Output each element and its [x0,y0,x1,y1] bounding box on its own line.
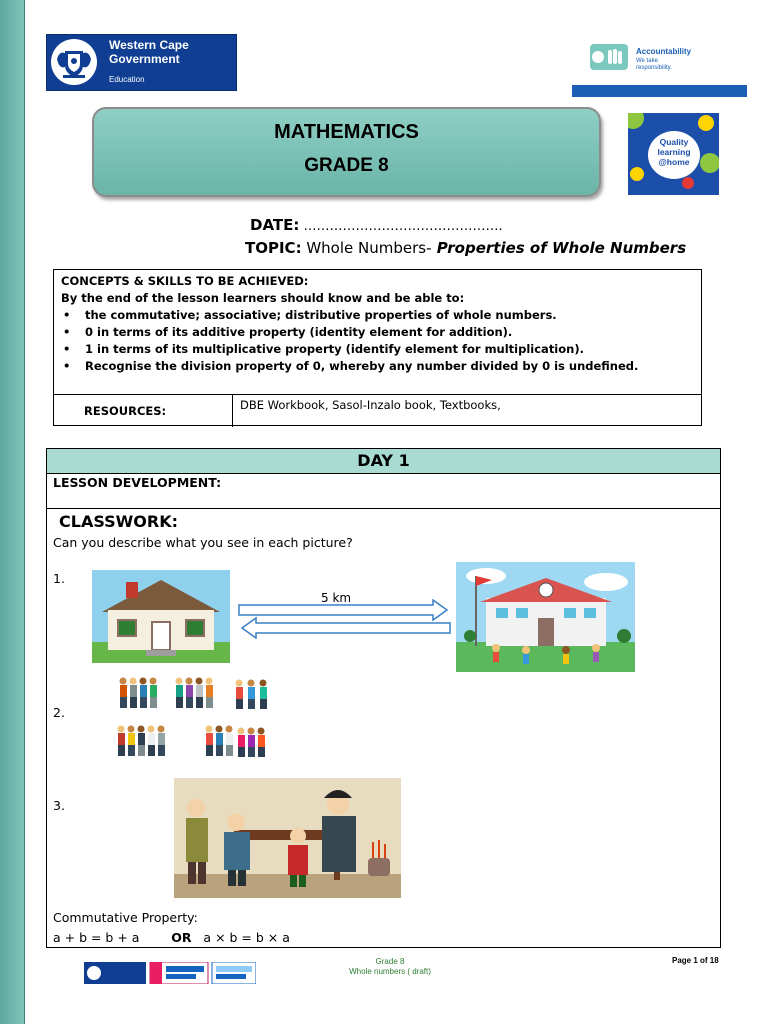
list-item: • 0 in terms of its additive property (identity element for addition). [85,324,638,341]
wcg-logo-title: Western Cape Government [109,38,189,66]
document-title-box [92,107,601,197]
badge-dot [700,153,719,173]
table-divider [232,395,233,427]
topic-label: TOPIC: [245,239,302,257]
accountability-hand-icon [590,44,628,70]
list-item: • 1 in terms of its multiplicative property (identify element for multiplication). [85,341,638,358]
distance-label: 5 km [321,591,352,605]
topic-line [245,239,686,257]
family-picture [174,778,401,898]
day-heading: DAY 1 [47,449,720,474]
date-line [250,216,503,234]
date-blank: ………………………………………. [299,219,503,234]
left-sidebar-strip [0,0,25,1024]
western-cape-crest-icon [51,39,97,85]
concepts-list [61,307,638,375]
school-picture [456,562,635,672]
lesson-development-label: LESSON DEVELOPMENT: [53,475,222,490]
property-title: Commutative Property: [53,910,198,925]
resources-row [54,394,701,427]
accountability-title: Accountability [636,47,692,56]
list-item: • Recognise the division property of 0, whereby any number divided by 0 is undefined. [85,358,638,375]
western-cape-government-logo [46,34,237,91]
classwork-question: Can you describe what you see in each picture? [53,535,353,550]
equation-or: OR [171,930,192,945]
footer-grade: Grade 8 [375,957,405,966]
footer-center-text [325,957,455,977]
subject-title: MATHEMATICS [274,121,419,143]
badge-dot [682,177,694,189]
equation-right: a × b = b × a [191,930,290,945]
section-divider [47,508,720,509]
footer-logos [84,962,256,984]
quality-learning-text: Quality learning @home [657,137,691,167]
list-item: • the commutative; associative; distributive properties of whole numbers. [85,307,638,324]
date-label: DATE: [250,216,300,234]
page-number: Page 1 of 18 [672,956,719,965]
accountability-strip [572,85,747,97]
grade-title: GRADE 8 [304,155,389,176]
double-arrow-icon [237,599,452,639]
item-number: 3. [53,798,65,813]
concepts-skills-table [53,269,702,426]
equation-left: a + b = b + a [53,930,172,945]
topic-main: Whole Numbers- [301,239,432,257]
item-number: 1. [53,571,65,586]
accountability-banner [572,40,747,97]
wcg-logo-subtitle: Education [109,75,145,84]
property-equation [53,930,290,945]
concepts-intro: By the end of the lesson learners should know and be able to: [61,291,465,305]
badge-dot [630,167,644,181]
quality-learning-badge-icon [628,113,719,195]
item-number: 2. [53,705,65,720]
groups-of-people-picture [115,675,281,770]
day-section [46,448,721,948]
classwork-heading: CLASSWORK: [59,512,179,531]
house-picture [92,570,230,663]
resources-label: RESOURCES: [84,404,167,418]
resources-value: DBE Workbook, Sasol-Inzalo book, Textbooks, [240,398,501,412]
footer-topic: Whole numbers ( draft) [349,967,431,976]
badge-dot [628,113,644,129]
concepts-heading: CONCEPTS & SKILLS TO BE ACHIEVED: [61,274,309,288]
accountability-subtitle: We take responsibility. [636,58,672,71]
topic-italic: Properties of Whole Numbers [431,239,687,257]
badge-dot [698,115,714,131]
